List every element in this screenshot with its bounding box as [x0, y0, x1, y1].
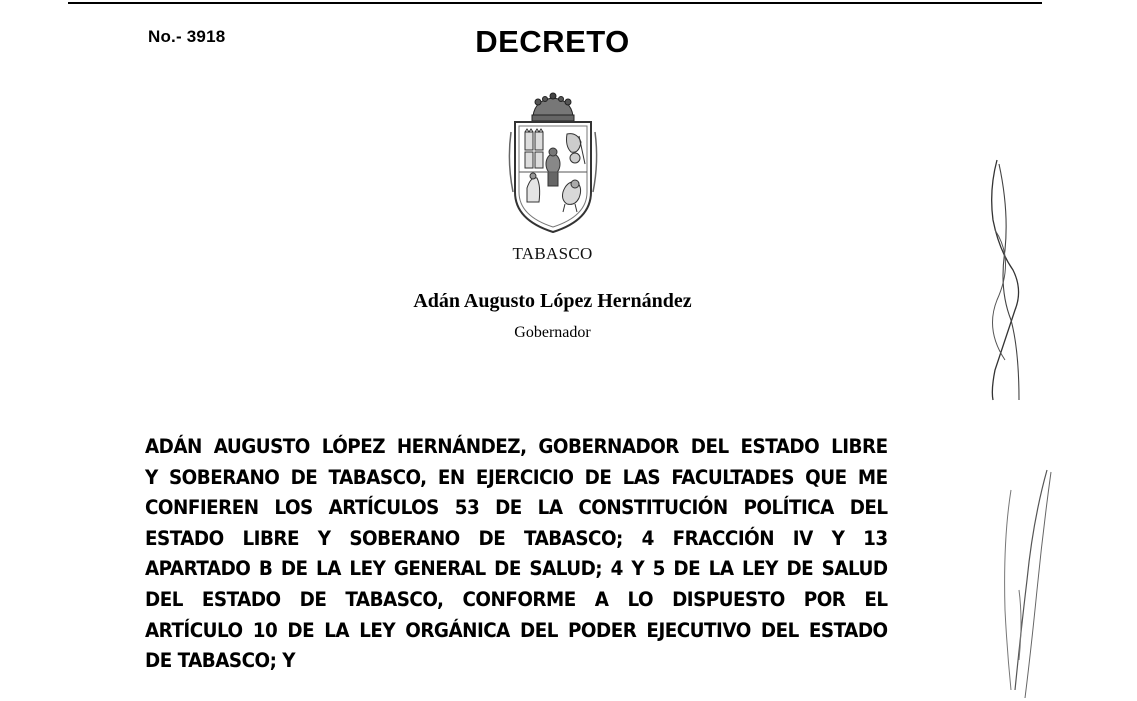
- coat-of-arms-icon: [505, 92, 601, 238]
- preamble-line: DE TABASCO; Y: [145, 649, 296, 673]
- top-rule-divider: [68, 2, 1042, 4]
- state-name-label: TABASCO: [512, 244, 593, 263]
- preamble-line: APARTADO B DE LA LEY GENERAL DE SALUD; 4 Y 5 DE LA LEY DE SALUD: [145, 557, 888, 581]
- preamble-line: ESTADO LIBRE Y SOBERANO DE TABASCO; 4 FRACCIÓN IV Y 13: [145, 526, 888, 550]
- governor-title: Gobernador: [514, 324, 591, 341]
- preamble-line: Y SOBERANO DE TABASCO, EN EJERCICIO DE LAS FACULTADES QUE ME: [145, 465, 888, 489]
- decree-preamble: [145, 432, 888, 677]
- document-number: No.- 3918: [148, 27, 226, 46]
- handwritten-initials-icon: [985, 460, 1060, 701]
- preamble-line: CONFIEREN LOS ARTÍCULOS 53 DE LA CONSTITUCIÓN POLÍTICA DEL: [145, 496, 888, 520]
- preamble-line: ADÁN AUGUSTO LÓPEZ HERNÁNDEZ, GOBERNADOR DEL ESTADO LIBRE: [145, 435, 888, 458]
- preamble-line: ARTÍCULO 10 DE LA LEY ORGÁNICA DEL PODER EJECUTIVO DEL ESTADO: [145, 618, 888, 642]
- preamble-line: DEL ESTADO DE TABASCO, CONFORME A LO DISPUESTO POR EL: [145, 587, 888, 611]
- handwritten-signature-icon: [975, 150, 1035, 410]
- governor-name: Adán Augusto López Hernández: [413, 290, 692, 312]
- document-title: DECRETO: [475, 24, 630, 59]
